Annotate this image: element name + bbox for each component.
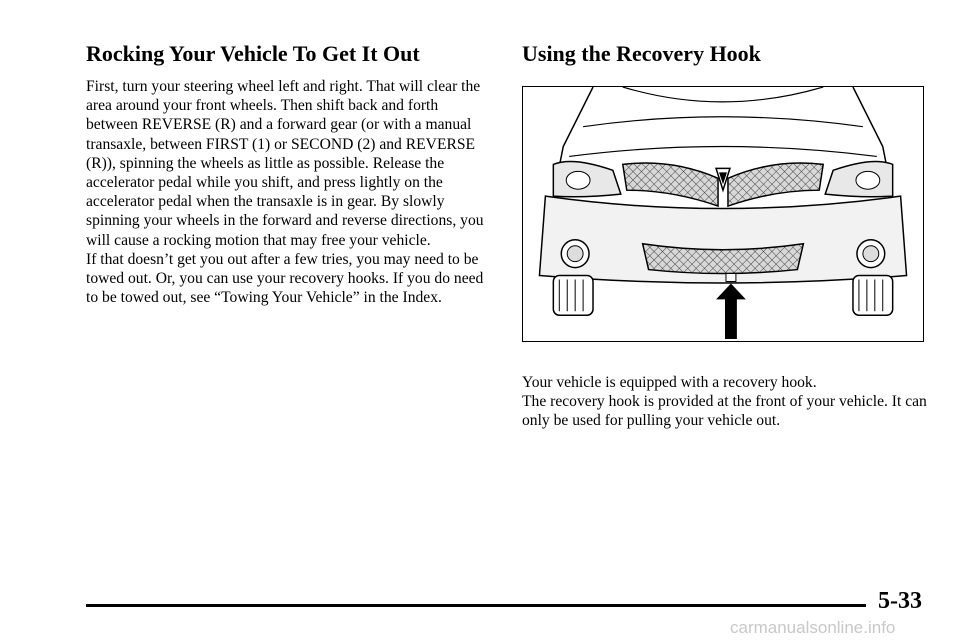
arrow-up-icon [716,283,746,339]
rocking-paragraph-1: First, turn your steering wheel left and right. That will clear the area around your front wheels. Then shift back and forth between REVERSE (R) and a forward gear (or with a manual transaxle, between FIRST (1) or SECOND (2) and REVERSE (R)), spinning the wheels as little as possible. Release the accelerator pedal while you shift, and press lightly on the accelerator pedal when the transaxle is in gear. By slowly spinning your wheels in the forward and reverse directions, you will cause a rocking motion that may free your vehicle. [86,78,484,249]
left-column [86,40,486,307]
rocking-paragraph-2: If that doesn’t get you out after a few tries, you may need to be towed out. Or, you can use your recovery hooks. If you do need to be towed out, see “Towing Your Vehicle” in the Index. [86,250,484,307]
car-front-drawing [523,87,923,341]
section-heading-recovery-hook: Using the Recovery Hook [522,41,761,66]
right-column-header [522,40,932,68]
vehicle-front-illustration [522,86,924,342]
recovery-hook-caption [522,373,932,431]
watermark: carmanualsonline.info [730,618,896,637]
caption-line-2: The recovery hook is provided at the front of your vehicle. It can only be used for pulling your vehicle out. [522,393,927,430]
footer-rule [86,604,866,607]
page-number: 5-33 [878,588,922,614]
caption-line-1: Your vehicle is equipped with a recovery hook. [522,374,817,391]
section-heading-rocking: Rocking Your Vehicle To Get It Out [86,41,420,66]
